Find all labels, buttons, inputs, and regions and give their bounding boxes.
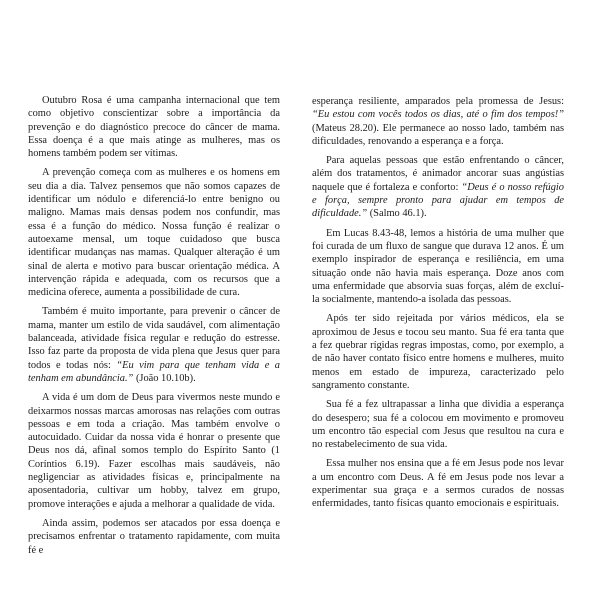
paragraph-prevencao: A prevenção começa com as mulheres e os homens em seu dia a dia. Talvez pensemos que não somos capazes de identificar um nódulo e diferenciá-lo entre benigno ou maligno. Mamas mais densas podem nos confundir, mas essa é a função do médico. Nossa função é realizar o autoexame mensal, um toque cuidadoso que busca identificar mudanças nas mamas. Qualquer alteração é um sinal de alerta e motivo para buscar orientação médica. A intervenção rápida e adequada, com os recursos que a medicina oferece, aumenta a possibilidade de cura. [28, 167, 280, 299]
bible-quote: “Eu estou com vocês todos os dias, até o fim dos tempos!” [312, 109, 564, 121]
bible-quote: “Eu vim para que tenham vida e a tenham em abundância.” [28, 359, 280, 384]
right-column [312, 95, 564, 517]
paragraph-text: (Mateus 28.20). Ele permanece ao nosso lado, também nas dificuldades, renovando a esperança e a força. [312, 122, 564, 147]
paragraph-text: esperança resiliente, amparados pela promessa de Jesus: [312, 96, 564, 107]
paragraph-esperanca-continuation [312, 95, 564, 148]
paragraph-text: (João 10.10b). [133, 372, 196, 384]
bible-quote: “Deus é o nosso refúgio e força, sempre pronto para ajudar em tempos de dificuldade.” [312, 181, 564, 220]
paragraph-estilo-de-vida [28, 305, 280, 385]
left-column [28, 94, 280, 563]
paragraph-sua-fe: Sua fé a fez ultrapassar a linha que dividia a esperança do desespero; sua fé a colocou em movimento e promoveu um encontro tão especial com Jesus que resultou na cura e no restabelecimento de sua vida. [312, 399, 564, 451]
paragraph-essa-mulher: Essa mulher nos ensina que a fé em Jesus pode nos levar a um encontro com Deus. A fé em Jesus pode nos levar a experimentar sua graça e a sermos curados de nossas enfermidades, tanto físicas quanto emocionais e espirituais. [312, 458, 564, 510]
paragraph-ainda-assim: Ainda assim, podemos ser atacados por essa doença e precisamos enfrentar o tratamento rapidamente, com muita fé e [28, 517, 280, 556]
paragraph-text: Também é muito importante, para prevenir o câncer de mama, manter um estilo de vida saudável, com alimentação balanceada, atividade física regular e redução do estresse. Isso faz parte da proposta de vida plena que Jesus quer para todos e todas nós: [28, 306, 280, 371]
paragraph-apos-rejeitada: Após ter sido rejeitada por vários médicos, ela se aproximou de Jesus e tocou seu manto. Sua fé era tanta que a fez quebrar rígidas regras impostas, como, por exemplo, a de não haver contato físico entre homens e mulheres, muito menos em estado de impureza, caracterizado pelo sangramento constante. [312, 313, 564, 391]
paragraph-text: (Salmo 46.1). [367, 208, 427, 220]
paragraph-lucas: Em Lucas 8.43-48, lemos a história de uma mulher que foi curada de um fluxo de sangue que durava 12 anos. É um exemplo inspirador de esperança e resiliência, em uma situação onde não havia mais esperança. Doze anos com uma enfermidade que absorvia suas forças, além de excluí-la socialmente, mantendo-a isolada das pessoas. [312, 227, 564, 306]
paragraph-text: Para aquelas pessoas que estão enfrentando o câncer, além dos tratamentos, é animador ancorar suas angústias naquele que é fortaleza e conforto: [312, 155, 564, 193]
paragraph-tratamentos [312, 154, 564, 220]
paragraph-outubro-rosa: Outubro Rosa é uma campanha internacional que tem como objetivo conscientizar sobre a importância da prevenção e do diagnóstico precoce do câncer de mama. Essa doença é a que mais atinge as mulheres, mas os homens também podem ser vítimas. [28, 95, 280, 160]
paragraph-dom-de-deus: A vida é um dom de Deus para vivermos neste mundo e deixarmos nossas marcas amorosas nas relações com outras pessoas e em toda a criação. Mas também envolve o autocuidado. Cuidar da nossa vida é honrar o presente que Deus nos dá, afinal somos templo do Espírito Santo (1 Coríntios 6.19). Fazer escolhas mais saudáveis, não negligenciar as atividades físicas e, principalmente na aposentadoria, cultivar um hobby, talvez em grupo, promove interações e ajuda a melhorar a qualidade de vida. [28, 392, 280, 510]
